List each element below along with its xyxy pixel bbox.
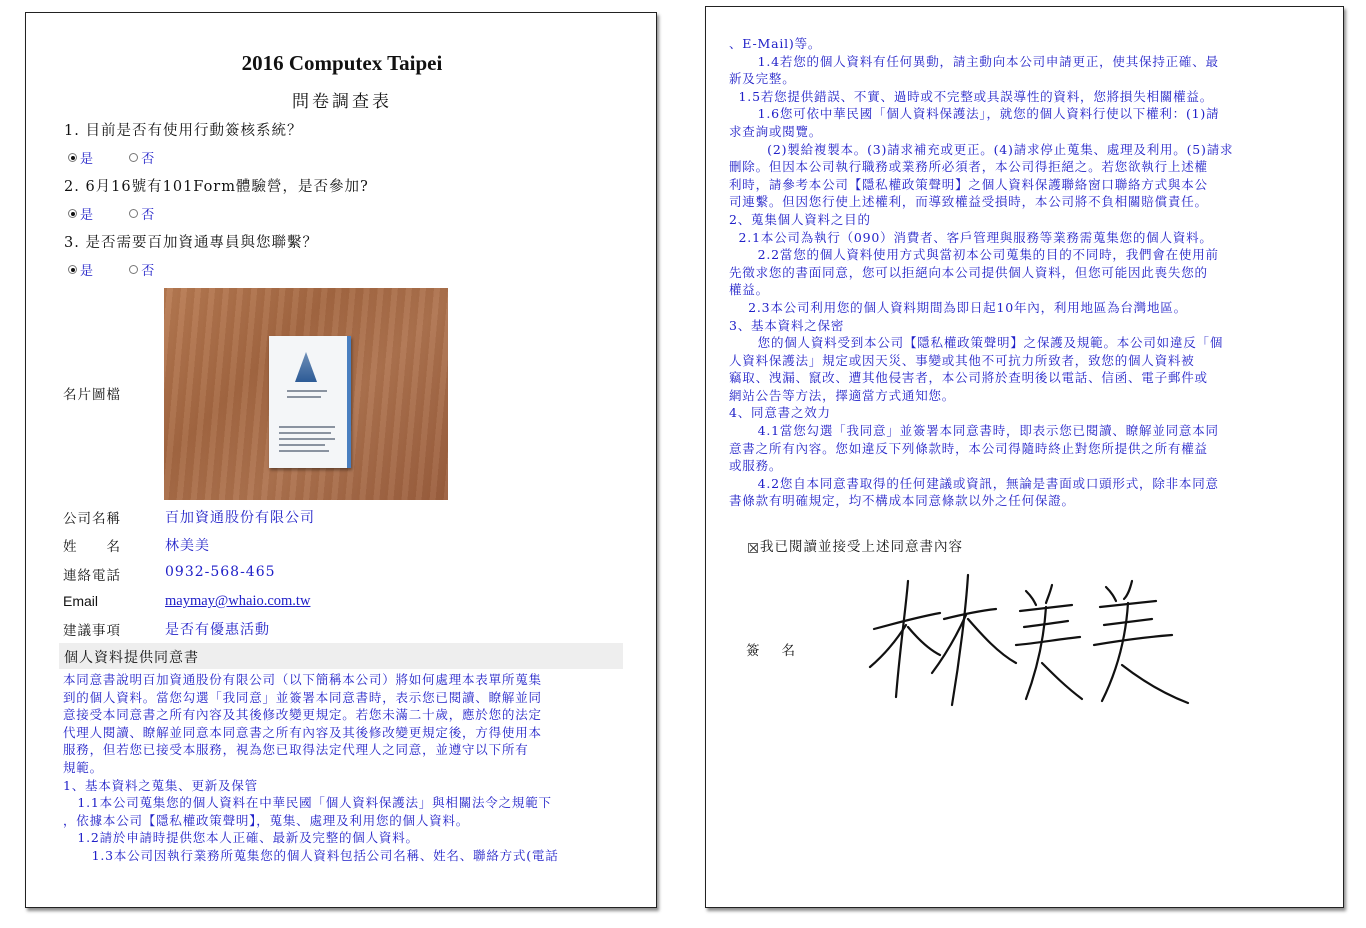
consent-line: 書條款有明確規定，均不構成本同意條款以外之任何保證。	[729, 493, 1075, 509]
radio-yes-3[interactable]	[68, 265, 77, 274]
field-label-suggestion: 建議事項	[63, 623, 121, 639]
option-no-label: 否	[141, 152, 155, 167]
consent-line: 規範。	[63, 759, 103, 775]
option-yes-label: 是	[80, 152, 94, 167]
consent-line: 代理人閱讀、瞭解並同意本同意書之所有內容及其後修改變更規定後，方得使用本	[63, 724, 542, 740]
consent-line: 2.2當您的個人資料使用方式與當初本公司蒐集的目的不同時，我們會在使用前	[729, 247, 1219, 263]
field-value-phone: 0932-568-465	[165, 564, 276, 580]
consent-line: 4.2您自本同意書取得的任何建議或資訊，無論是書面或口頭形式，除非本同意	[729, 475, 1219, 491]
consent-line: 網站公告等方法，擇適當方式通知您。	[729, 387, 956, 403]
option-no-label: 否	[141, 208, 155, 223]
agree-checkbox-row[interactable]	[748, 535, 963, 555]
consent-line: 意接受本同意書之所有內容及其後修改變更規定。若您未滿二十歲，應於您的法定	[63, 707, 542, 723]
card-image-label: 名片圖檔	[63, 387, 121, 403]
consent-line: 2、蒐集個人資料之目的	[729, 211, 871, 227]
question-2: 2. 6月16號有101Form體驗營，是否參加?	[64, 179, 369, 195]
consent-text-page2	[729, 35, 1319, 510]
consent-line: 權益。	[729, 282, 769, 298]
consent-line: 新及完整。	[729, 71, 796, 87]
radio-yes-1[interactable]	[68, 153, 77, 162]
consent-line: 1.1本公司蒐集您的個人資料在中華民國「個人資料保護法」與相關法令之規範下	[63, 795, 552, 811]
consent-line: 1.6您可依中華民國「個人資料保護法」，就您的個人資料行使以下權利：(1)請	[729, 106, 1220, 122]
page-title: 2016 Computex Taipei	[241, 51, 443, 75]
consent-line: 先徵求您的書面同意，您可以拒絕向本公司提供個人資料，但您可能因此喪失您的	[729, 264, 1208, 280]
field-value-company: 百加資通股份有限公司	[165, 510, 315, 526]
consent-line: 到的個人資料。當您勾選「我同意」並簽署本同意書時，表示您已閱讀、瞭解並同	[63, 689, 542, 705]
question-3: 3. 是否需要百加資通專員與您聯繫？	[64, 235, 318, 251]
consent-line: 您的個人資料受到本公司【隱私權政策聲明】之保護及規範。本公司如違反「個	[729, 335, 1224, 351]
consent-line: 3、基本資料之保密	[729, 317, 845, 333]
option-no-label: 否	[141, 264, 155, 279]
radio-no-2[interactable]	[129, 209, 138, 218]
consent-line: (2)製給複製本。(3)請求補充或更正。(4)請求停止蒐集、處理及利用。(5)請求	[729, 141, 1234, 157]
consent-line: 2.3本公司利用您的個人資料期間為即日起10年內，利用地區為台灣地區。	[729, 299, 1187, 315]
survey-page-1	[25, 12, 657, 908]
question-3-options	[68, 260, 154, 279]
option-yes-label: 是	[80, 264, 94, 279]
question-1: 1. 目前是否有使用行動簽核系統？	[64, 123, 303, 139]
consent-line: 4、同意書之效力	[729, 405, 831, 421]
radio-no-3[interactable]	[129, 265, 138, 274]
consent-line: 1.2請於申請時提供您本人正確、最新及完整的個人資料。	[63, 830, 419, 846]
agree-label: 我已閱讀並接受上述同意書內容	[760, 539, 963, 555]
card-logo-icon	[295, 352, 317, 382]
field-value-email[interactable]: maymay@whaio.com.tw	[165, 593, 311, 609]
field-label-company: 公司名稱	[63, 511, 121, 527]
field-value-name: 林美美	[165, 538, 210, 554]
page-subtitle: 問卷調查表	[292, 92, 392, 112]
consent-line: 2.1本公司為執行（090）消費者、客戶管理與服務等業務需蒐集您的個人資料。	[729, 229, 1213, 245]
consent-line: 1.3本公司因執行業務所蒐集您的個人資料包括公司名稱、姓名、聯絡方式(電話	[63, 847, 559, 863]
field-label-email: Email	[63, 593, 99, 609]
handwritten-signature	[856, 567, 1216, 717]
field-value-suggestion: 是否有優惠活動	[165, 622, 270, 638]
signature-label: 簽名	[746, 643, 817, 659]
business-card	[269, 336, 351, 468]
consent-heading-bar	[59, 643, 623, 669]
consent-line: ，依據本公司【隱私權政策聲明】，蒐集、處理及利用您的個人資料。	[63, 812, 470, 828]
consent-line: 竊取、洩漏、竄改、遭其他侵害者，本公司將於查明後以電話、信函、電子郵件或	[729, 370, 1208, 386]
radio-yes-2[interactable]	[68, 209, 77, 218]
consent-heading: 個人資料提供同意書	[64, 650, 199, 666]
consent-line: 刪除。但因本公司執行職務或業務所必須者，本公司得拒絕之。若您欲執行上述權	[729, 159, 1208, 175]
consent-line: 人資料保護法」規定或因天災、事變或其他不可抗力所致者，致您的個人資料被	[729, 352, 1195, 368]
consent-line: 1、基本資料之蒐集、更新及保管	[63, 777, 258, 793]
consent-line: 4.1當您勾選「我同意」並簽署本同意書時，即表示您已閱讀、瞭解並同意本同	[729, 423, 1219, 439]
consent-line: 本同意書說明百加資通股份有限公司（以下簡稱本公司）將如何處理本表單所蒐集	[63, 672, 542, 687]
field-label-phone: 連絡電話	[63, 568, 121, 584]
agree-checkbox[interactable]	[748, 543, 758, 553]
consent-line: 利時，請參考本公司【隱私權政策聲明】之個人資料保護聯絡窗口聯絡方式與本公	[729, 176, 1208, 192]
radio-no-1[interactable]	[129, 153, 138, 162]
business-card-photo	[164, 288, 448, 500]
consent-line: 意書之所有內容。您如違反下列條款時，本公司得隨時終止對您所提供之所有權益	[729, 440, 1208, 456]
option-yes-label: 是	[80, 208, 94, 223]
consent-text-page1	[63, 671, 623, 865]
survey-page-2	[705, 6, 1344, 908]
consent-line: 求查詢或閱覽。	[729, 123, 823, 139]
consent-line: 、E-Mail)等。	[729, 36, 822, 51]
consent-line: 司連繫。但因您行使上述權利，而導致權益受損時，本公司將不負相關賠償責任。	[729, 194, 1208, 210]
question-2-options	[68, 204, 154, 223]
consent-line: 服務，但若您已接受本服務，視為您已取得法定代理人之同意，並遵守以下所有	[63, 742, 529, 758]
consent-line: 或服務。	[729, 458, 783, 474]
consent-line: 1.5若您提供錯誤、不實、過時或不完整或具誤導性的資料，您將損失相關權益。	[729, 88, 1214, 104]
field-label-name: 姓 名	[63, 539, 121, 555]
consent-line: 1.4若您的個人資料有任何異動，請主動向本公司申請更正，使其保持正確、最	[729, 53, 1219, 69]
question-1-options	[68, 148, 154, 167]
